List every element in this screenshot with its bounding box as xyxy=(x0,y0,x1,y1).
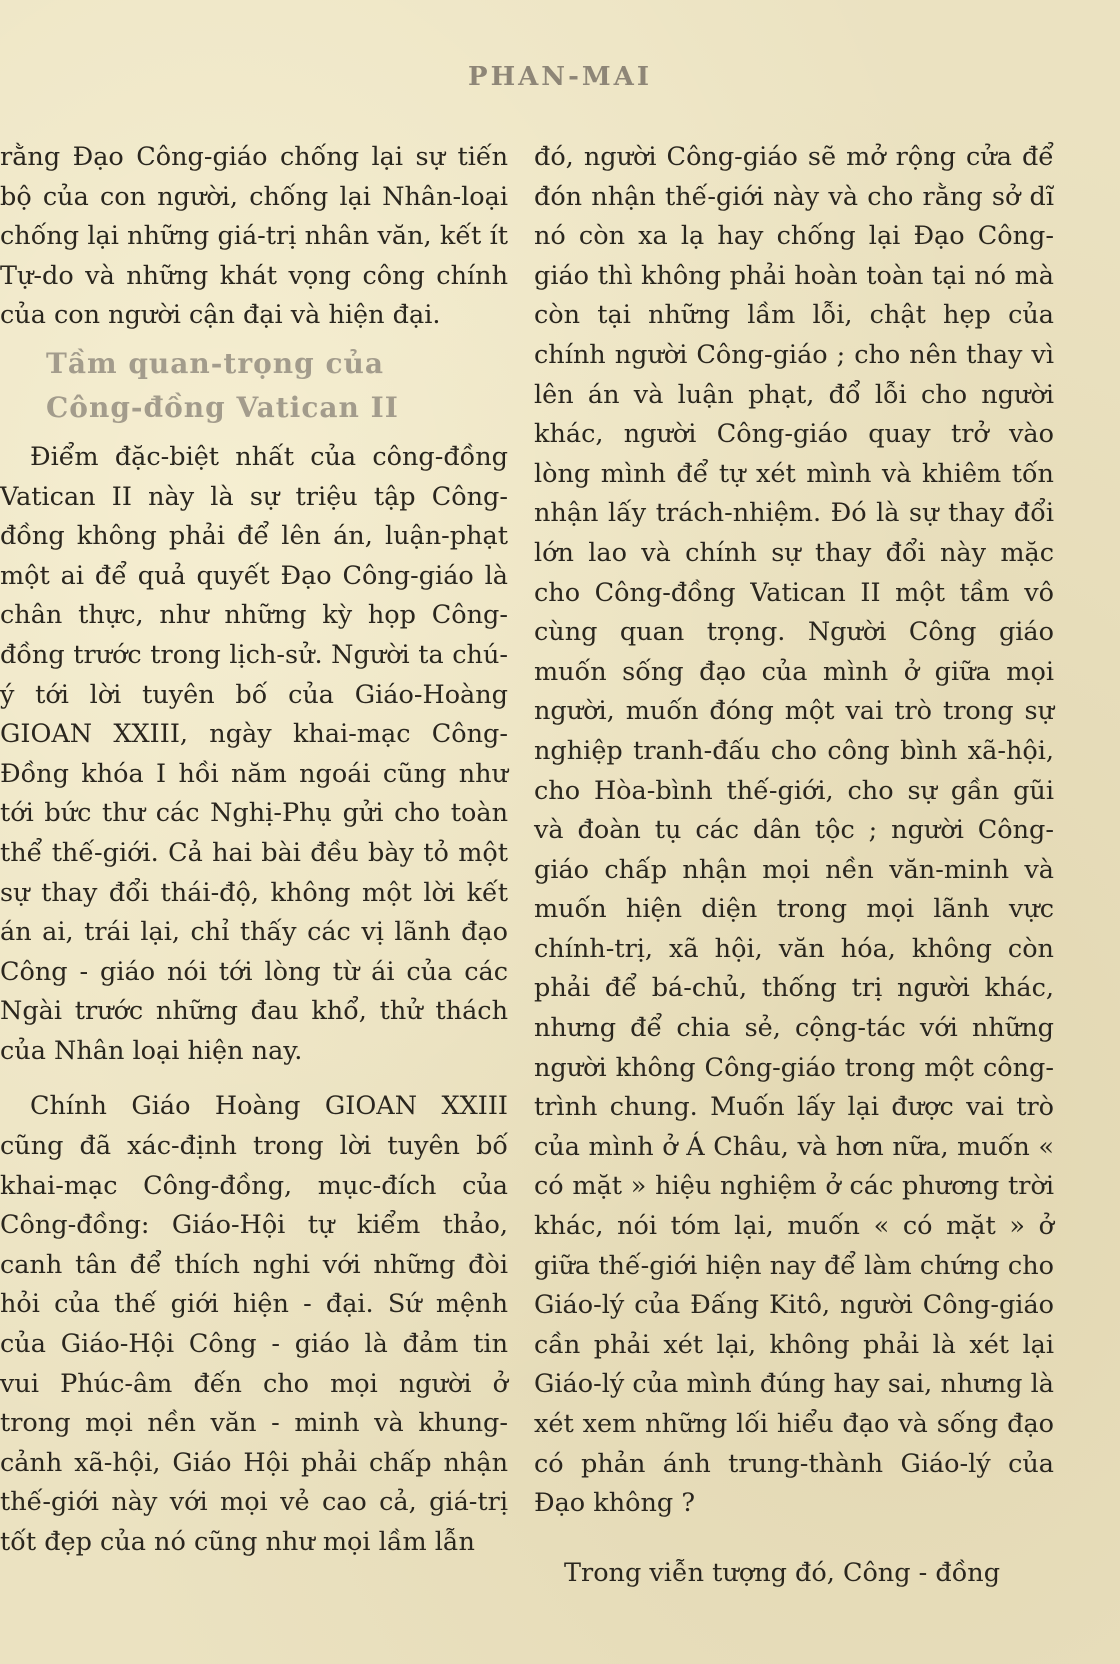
right-paragraph-2: Trong viễn tượng đó, Công - đồng xyxy=(564,1557,1001,1588)
paragraph-gap xyxy=(534,1524,1054,1554)
left-paragraph-2: Điểm đặc-biệt nhất của công-đồng Vatican II này là sự triệu tập Công-đồng không phải để lên án, luận-phạt một ai để quả quyết Đạo Công-giáo là chân thực, như những kỳ họp Công-đồng trước trong lịch-sử. Người ta chú-ý tới lời tuyên bố của Giáo-Hoàng GIOAN XXIII, ngày khai-mạc Công-Đồng khóa I hồi năm ngoái cũng như tới bức thư các Nghị-Phụ gửi cho toàn thể thế-giới. Cả hai bài đều bày tỏ một sự thay đổi thái-độ, không một lời kết án ai, trái lại, chỉ thấy các vị lãnh đạo Công - giáo nói tới lòng từ ái của các Ngài trước những đau khổ, thử thách của Nhân loại hiện nay. xyxy=(0,441,508,1066)
section-heading xyxy=(46,342,508,430)
paragraph-gap xyxy=(0,1071,508,1087)
right-paragraph-1: đó, người Công-giáo sẽ mở rộng cửa để đón nhận thế-giới này và cho rằng sở dĩ nó còn xa lạ hay chống lại Đạo Công-giáo thì không phải hoàn toàn tại nó mà còn tại những lầm lỗi, chật hẹp của chính người Công-giáo ; cho nên thay vì lên án và luận phạt, đổ lỗi cho người khác, người Công-giáo quay trở vào lòng mình để tự xét mình và khiêm tốn nhận lấy trách-nhiệm. Đó là sự thay đổi lớn lao và chính sự thay đổi này mặc cho Công-đồng Vatican II một tầm vô cùng quan trọng. Người Công giáo muốn sống đạo của mình ở giữa mọi người, muốn đóng một vai trò trong sự nghiệp tranh-đấu cho công bình xã-hội, cho Hòa-bình thế-giới, cho sự gần gũi và đoàn tụ các dân tộc ; người Công-giáo chấp nhận mọi nền văn-minh và muốn hiện diện trong mọi lãnh vực chính-trị, xã hội, văn hóa, không còn phải để bá-chủ, thống trị người khác, nhưng để chia sẻ, cộng-tác với những người không Công-giáo trong một công-trình chung. Muốn lấy lại được vai trò của mình ở Á Châu, và hơn nữa, muốn « có mặt » hiệu nghiệm ở các phương trời khác, nói tóm lại, muốn « có mặt » ở giữa thế-giới hiện nay để làm chứng cho Giáo-lý của Đấng Kitô, người Công-giáo cần phải xét lại, không phải là xét lại Giáo-lý của mình đúng hay sai, nhưng là xét xem những lối hiểu đạo và sống đạo có phản ánh trung-thành Giáo-lý của Đạo không ? xyxy=(534,142,1054,1519)
running-head: PHAN-MAI xyxy=(468,62,652,92)
left-paragraph-3: Chính Giáo Hoàng GIOAN XXIII cũng đã xác-định trong lời tuyên bố khai-mạc Công-đồng, mục-đích của Công-đồng: Giáo-Hội tự kiểm thảo, canh tân để thích nghi với những đòi hỏi của thế giới hiện - đại. Sứ mệnh của Giáo-Hội Công - giáo là đảm tin vui Phúc-âm đến cho mọi người ở trong mọi nền văn - minh và khung-cảnh xã-hội, Giáo Hội phải chấp nhận thế-giới này với mọi vẻ cao cả, giá-trị tốt đẹp của nó cũng như mọi lầm lẫn xyxy=(0,1091,508,1557)
right-column xyxy=(534,138,1054,1593)
section-heading-line-2: Công-đồng Vatican II xyxy=(46,390,399,424)
left-paragraph-1: rằng Đạo Công-giáo chống lại sự tiến bộ của con người, chống lại Nhân-loại chống lại những giá-trị nhân văn, kết ít Tự-do và những khát vọng công chính của con người cận đại và hiện đại. xyxy=(0,142,508,331)
section-heading-line-1: Tầm quan-trọng của xyxy=(46,346,385,380)
left-column xyxy=(0,138,508,1563)
